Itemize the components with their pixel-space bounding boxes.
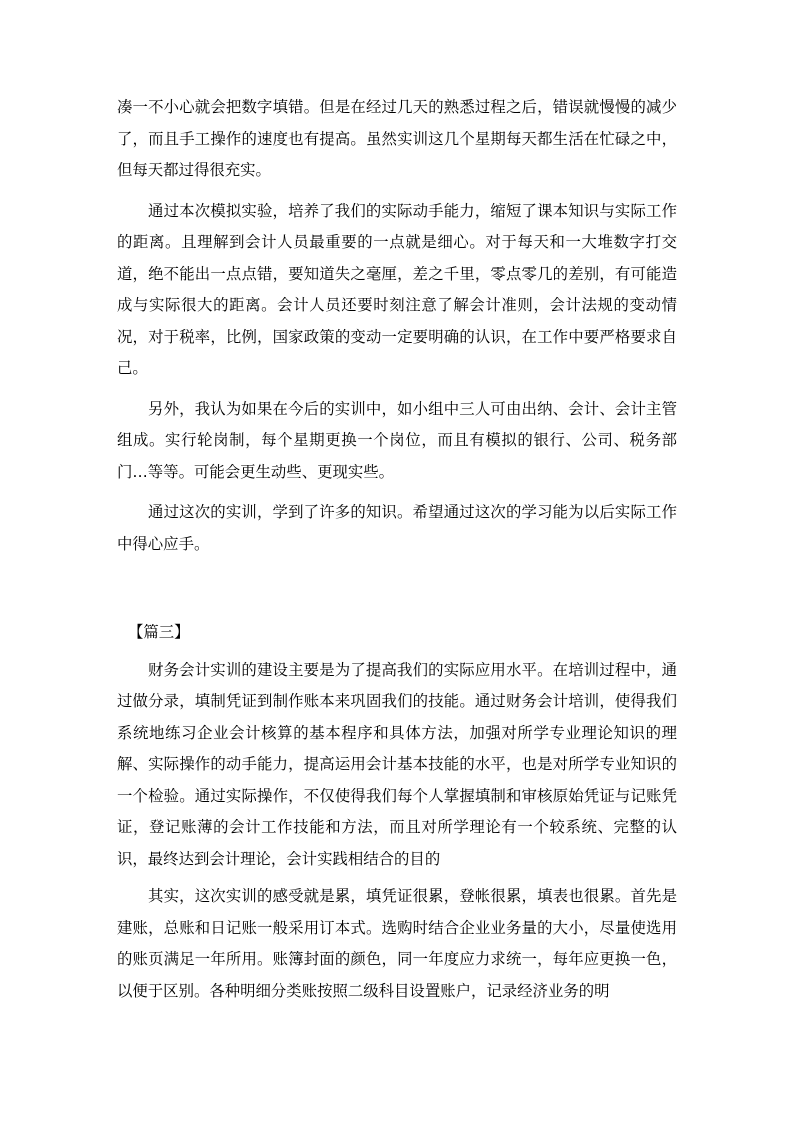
paragraph: 通过本次模拟实验，培养了我们的实际动手能力，缩短了课本知识与实际工作的距离。且理解到会计人员最重要的一点就是细心。对于每天和一大堆数字打交道，绝不能出一点点错，要知道失之毫厘，差之千里，零点零几的差别，有可能造成与实际很大的距离。会计人员还要时刻注意了解会计准则，会计法规的变动情况，对于税率，比例，国家政策的变动一定要明确的认识，在工作中要严格要求自己。 <box>117 201 677 377</box>
paragraph: 通过这次的实训，学到了许多的知识。希望通过这次的学习能为以后实际工作中得心应手。 <box>117 503 677 553</box>
paragraph-continued: 凑一不小心就会把数字填错。但是在经过几天的熟悉过程之后，错误就慢慢的减少了，而且手工操作的速度也有提高。虽然实训这几个星期每天都生活在忙碌之中，但每天都过得很充实。 <box>117 98 677 179</box>
document-page <box>117 92 677 1007</box>
section-heading: 【篇三】 <box>128 623 190 641</box>
paragraph: 财务会计实训的建设主要是为了提高我们的实际应用水平。在培训过程中，通过做分录，填制凭证到制作账本来巩固我们的技能。通过财务会计培训，使得我们系统地练习企业会计核算的基本程序和具体方法，加强对所学专业理论知识的理解、实际操作的动手能力，提高运用会计基本技能的水平，也是对所学专业知识的一个检验。通过实际操作，不仅使得我们每个人掌握填制和审核原始凭证与记账凭证，登记账薄的会计工作技能和方法，而且对所学理论有一个较系统、完整的认识，最终达到会计理论，会计实践相结合的目的 <box>117 660 677 868</box>
paragraph: 其实，这次实训的感受就是累，填凭证很累，登帐很累，填表也很累。首先是建账，总账和日记账一般采用订本式。选购时结合企业业务量的大小，尽量使选用的账页满足一年所用。账簿封面的颜色，同一年度应力求统一，每年应更换一色，以便于区别。各种明细分类账按照二级科目设置账户，记录经济业务的明 <box>117 887 677 1000</box>
paragraph: 另外，我认为如果在今后的实训中，如小组中三人可由出纳、会计、会计主管组成。实行轮岗制，每个星期更换一个岗位，而且有模拟的银行、公司、税务部门…等等。可能会更生动些、更现实些。 <box>117 399 677 481</box>
